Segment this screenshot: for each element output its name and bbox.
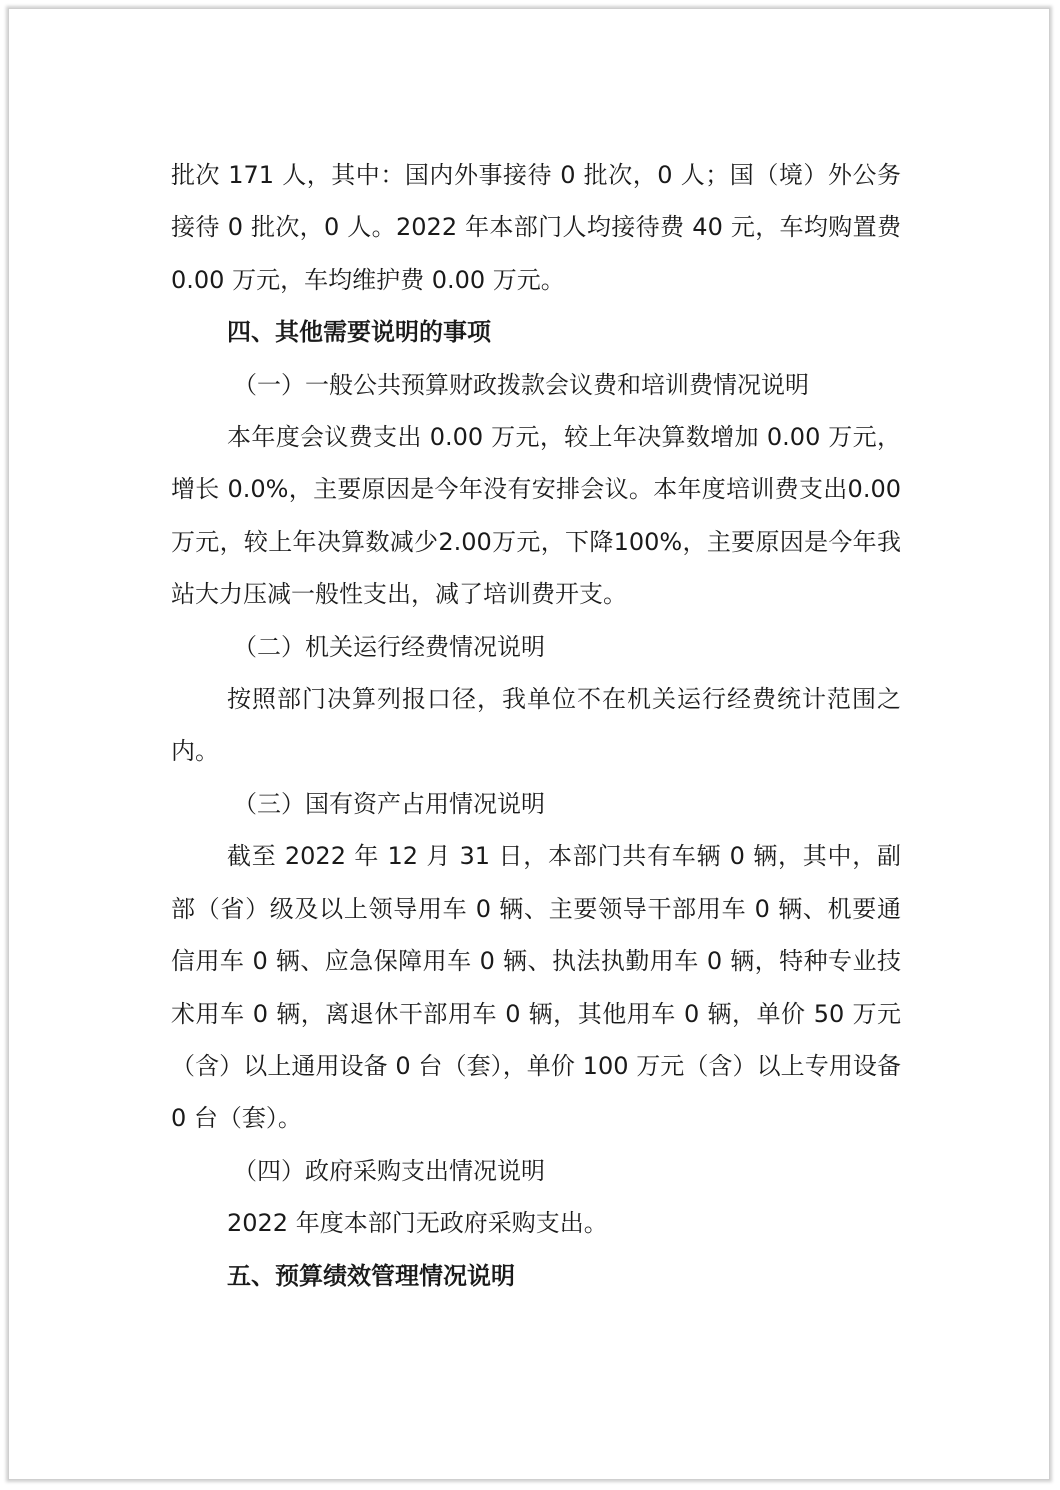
paragraph-state-assets: 截至 2022 年 12 月 31 日，本部门共有车辆 0 辆，其中，副部（省）级及以上领导用车 0 辆、主要领导干部用车 0 辆、机要通信用车 0 辆、应急保障用车 0 辆、执法执勤用车 0 辆，特种专业技术用车 0 辆，离退休干部用车 0 辆，其他用车 0 辆，单价 50 万元（含）以上通用设备 0 台（套），单价 100 万元（含）以上专用设备 0 台（套）。: [171, 842, 901, 1133]
subsection-heading-state-assets: （三）国有资产占用情况说明: [233, 789, 545, 818]
subsection-heading-operating-funds: （二）机关运行经费情况说明: [233, 632, 545, 661]
section-heading-other-matters: 四、其他需要说明的事项: [227, 318, 491, 347]
paragraph-operating-funds: 按照部门决算列报口径，我单位不在机关运行经费统计范围之内。: [171, 685, 901, 766]
paragraph-meeting-training: 本年度会议费支出 0.00 万元，较上年决算数增加 0.00 万元，增长 0.0%，主要原因是今年没有安排会议。本年度培训费支出0.00万元，较上年决算数减少2.00万元，下降100%，主要原因是今年我站大力压减一般性支出，减了培训费开支。: [171, 423, 901, 609]
paragraph-procurement: 2022 年度本部门无政府采购支出。: [227, 1209, 608, 1238]
document-body: [171, 149, 901, 1302]
document-page: [8, 8, 1050, 1480]
paragraph-reception-stats: 批次 171 人，其中：国内外事接待 0 批次，0 人；国（境）外公务接待 0 批次，0 人。2022 年本部门人均接待费 40 元，车均购置费 0.00 万元，车均维护费 0.00 万元。: [171, 161, 901, 294]
subsection-heading-meeting-training: （一）一般公共预算财政拨款会议费和培训费情况说明: [233, 370, 809, 399]
subsection-heading-procurement: （四）政府采购支出情况说明: [233, 1156, 545, 1185]
section-heading-performance: 五、预算绩效管理情况说明: [227, 1261, 515, 1290]
